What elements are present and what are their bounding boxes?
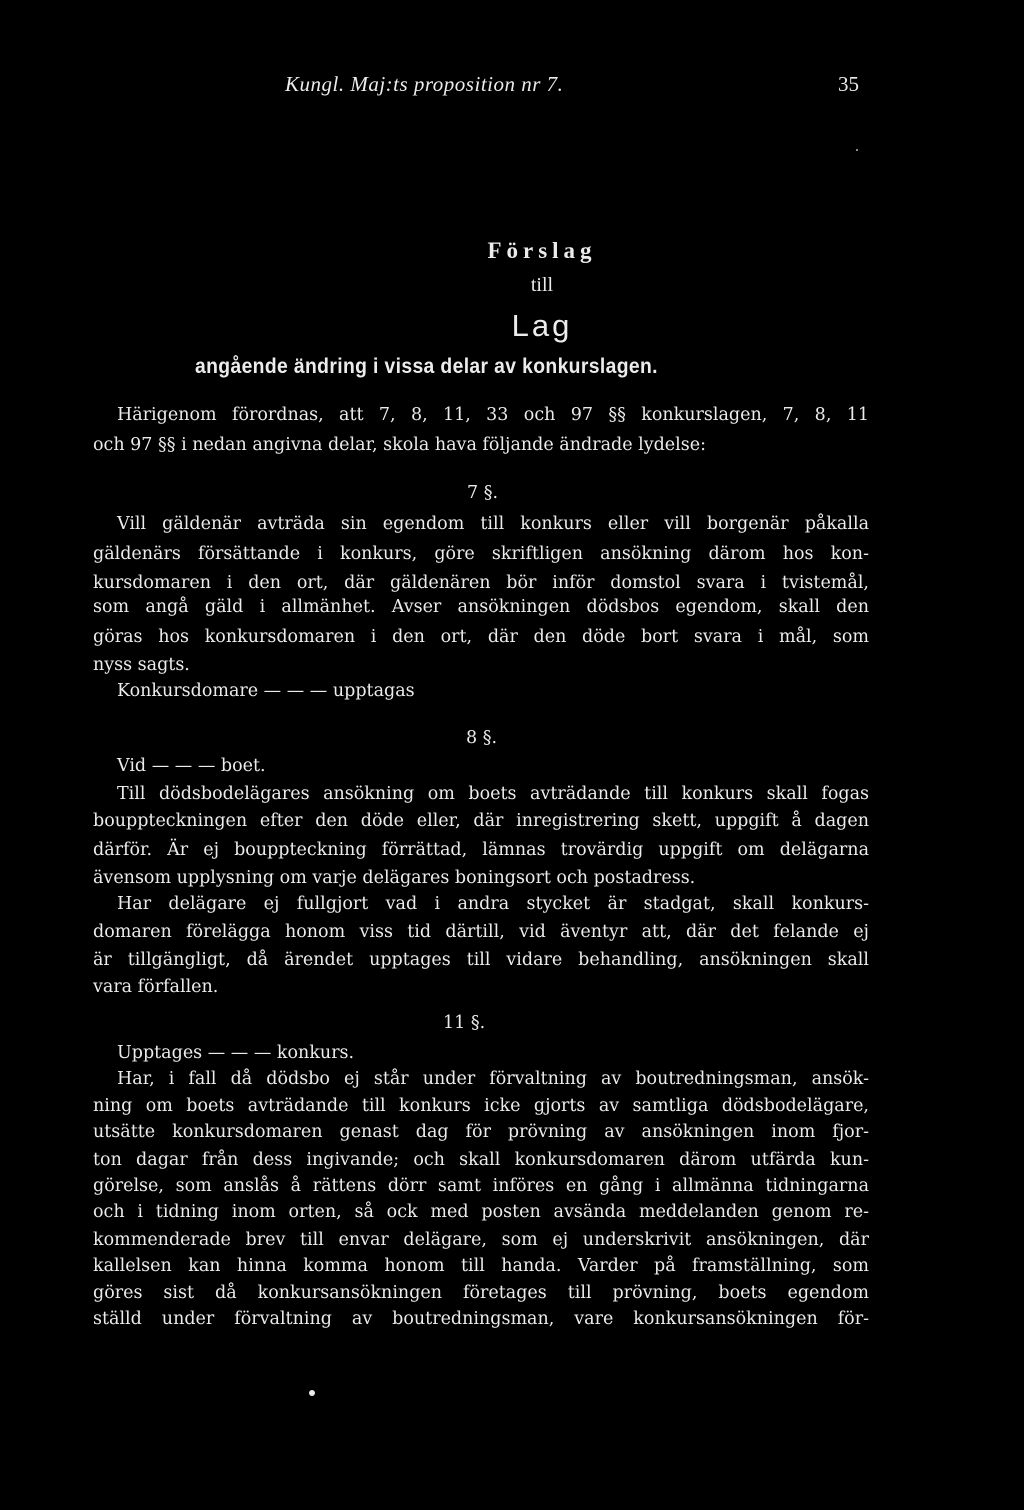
section-8-line: domaren förelägga honom viss tid därtill, vid äventyr att, där det felande ej — [93, 922, 869, 942]
section-8-line: bouppteckningen efter den döde eller, där inregistrering skett, uppgift å dagen — [93, 811, 869, 831]
section-7-line: nyss sagts. — [93, 655, 190, 675]
page-number: 35 — [838, 72, 859, 96]
section-11-line: görelse, som anslås å rättens dörr samt införes en gång i allmänna tidningarna — [93, 1176, 869, 1196]
section-11-line: ning om boets avträdande till konkurs icke gjorts av samtliga dödsbodelägare, — [93, 1096, 869, 1116]
section-7-line: göras hos konkursdomaren i den ort, där den döde bort svara i mål, som — [93, 627, 869, 647]
section-11-line: Upptages — — — konkurs. — [117, 1043, 355, 1063]
section-11-line: och i tidning inom orten, så ock med posten avsända meddelanden genom re- — [93, 1202, 869, 1222]
section-7-line: Vill gäldenär avträda sin egendom till konkurs eller vill borgenär påkalla — [117, 514, 869, 534]
title-forslag: Förslag — [487, 238, 597, 263]
section-8-line: Vid — — — boet. — [117, 756, 266, 776]
print-dot — [309, 1390, 315, 1396]
intro-line: och 97 §§ i nedan angivna delar, skola hava följande ändrade lydelse: — [93, 435, 706, 455]
section-8-line: Till dödsbodelägares ansökning om boets avträdande till konkurs skall fogas — [117, 784, 869, 804]
section-8-line: ävensom upplysning om varje delägares boningsort och postadress. — [93, 868, 696, 888]
section-7-line: gäldenärs försättande i konkurs, göre skriftligen ansökning därom hos kon- — [93, 544, 869, 564]
section-11-line: kallelsen kan hinna komma honom till handa. Varder på framställning, som — [93, 1256, 869, 1276]
section-8-line: är tillgängligt, då ärendet upptages till vidare behandling, ansökningen skall — [93, 950, 869, 970]
section-8-heading: 8 §. — [466, 728, 498, 748]
running-title: Kungl. Maj:ts proposition nr 7. — [285, 72, 564, 96]
title-till: till — [530, 274, 554, 296]
print-speck — [856, 149, 858, 151]
title-subject: angående ändring i vissa delar av konkurslagen. — [195, 355, 658, 378]
section-11-line: kommenderade brev till envar delägare, som ej underskrivit ansökningen, där — [93, 1230, 869, 1250]
section-11-line: ton dagar från dess ingivande; och skall konkursdomaren därom utfärda kun- — [93, 1150, 869, 1170]
section-11-line: utsätte konkursdomaren genast dag för prövning av ansökningen inom fjor- — [93, 1122, 869, 1142]
section-11-line: ställd under förvaltning av boutredningsman, vare konkursansökningen för- — [93, 1309, 869, 1329]
intro-line: Härigenom förordnas, att 7, 8, 11, 33 och 97 §§ konkurslagen, 7, 8, 11 — [117, 405, 869, 425]
section-7-heading: 7 §. — [467, 483, 499, 503]
section-8-line: vara förfallen. — [93, 977, 219, 997]
section-8-line: därför. Är ej bouppteckning förrättad, lämnas trovärdig uppgift om delägarna — [93, 840, 869, 860]
section-11-heading: 11 §. — [443, 1013, 486, 1033]
section-7-line: Konkursdomare — — — upptagas — [117, 681, 415, 701]
title-lag: Lag — [511, 308, 573, 343]
section-11-line: göres sist då konkursansökningen företages till prövning, boets egendom — [93, 1283, 869, 1303]
section-7-line: som angå gäld i allmänhet. Avser ansökningen dödsbos egendom, skall den — [93, 597, 869, 617]
section-8-line: Har delägare ej fullgjort vad i andra stycket är stadgat, skall konkurs- — [117, 894, 869, 914]
section-7-line: kursdomaren i den ort, där gäldenären bör inför domstol svara i tvistemål, — [93, 573, 869, 593]
section-11-line: Har, i fall då dödsbo ej står under förvaltning av boutredningsman, ansök- — [117, 1069, 869, 1089]
